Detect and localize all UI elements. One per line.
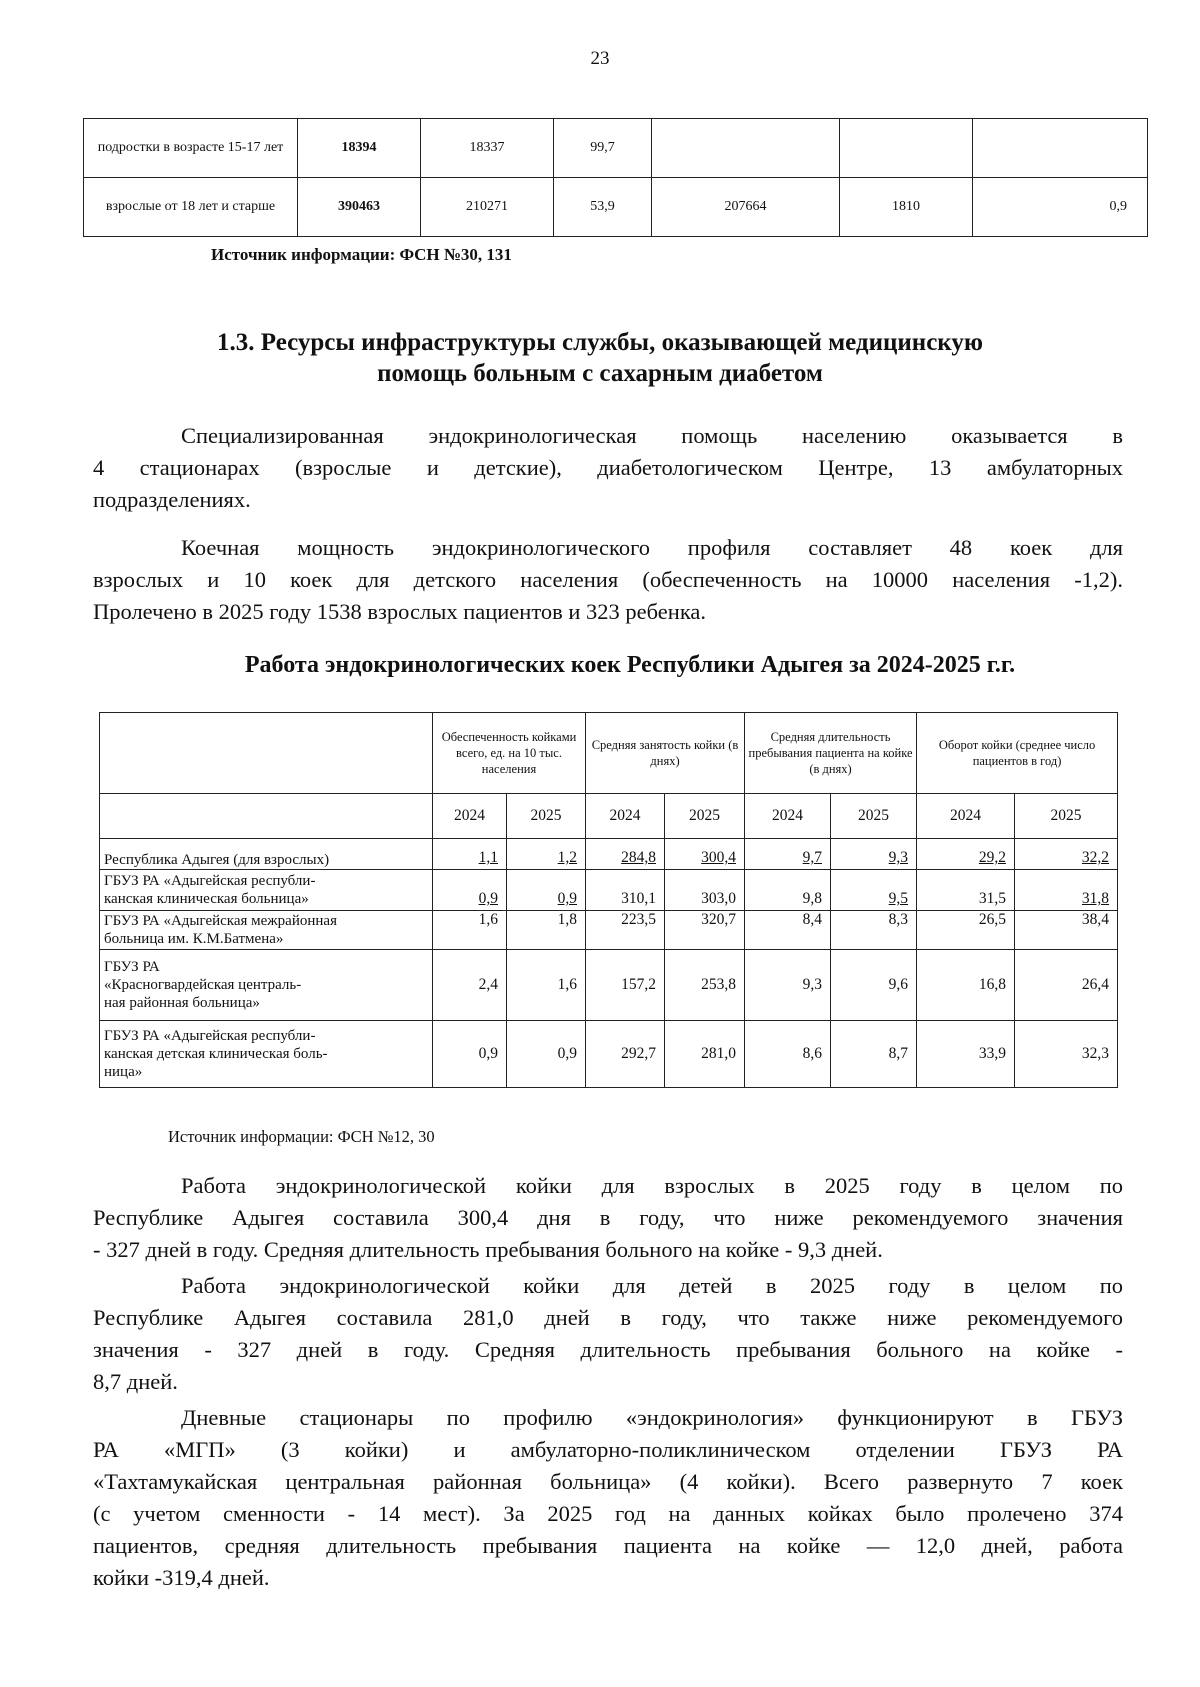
empty-header-cell — [100, 713, 433, 794]
text-line: Коечная мощность эндокринологического профиля составляет 48 коек для — [181, 535, 1123, 560]
table-cell: 2,4 — [433, 950, 507, 1021]
text-line: (с учетом сменности - 14 мест). За 2025 год на данных койках было пролечено 374 — [93, 1501, 1123, 1526]
table-cell: 157,2 — [586, 950, 665, 1021]
paragraph — [93, 1402, 1123, 1594]
text-line: - 327 дней в году. Средняя длительность пребывания больного на койке - 9,3 дней. — [93, 1237, 883, 1262]
table-row — [100, 870, 1118, 911]
table-row — [100, 1021, 1118, 1088]
text-line: Специализированная эндокринологическая помощь населению оказывается в — [181, 423, 1123, 448]
table-cell: 210271 — [421, 178, 554, 237]
table-cell: 0,9 — [973, 178, 1148, 237]
empty-header-cell — [100, 794, 433, 839]
column-header: Средняя занятость койки (в днях) — [586, 713, 745, 794]
table-cell: 18394 — [298, 119, 421, 178]
paragraph — [93, 1170, 1123, 1266]
table-cell: 1,2 — [507, 839, 586, 870]
table-cell: 1,8 — [507, 911, 586, 950]
year-header: 2025 — [507, 794, 586, 839]
table-cell: 8,3 — [831, 911, 917, 950]
table-cell: 32,3 — [1015, 1021, 1118, 1088]
table-cell: 281,0 — [665, 1021, 745, 1088]
row-label-line: ГБУЗ РА «Адыгейская межрайонная — [104, 913, 337, 929]
row-label-line: ница» — [104, 1064, 143, 1080]
section-heading: 1.3. Ресурсы инфраструктуры службы, оказывающей медицинскую — [217, 329, 983, 356]
text-line: значения - 327 дней в году. Средняя длительность пребывания больного на койке - — [93, 1337, 1123, 1362]
table-cell: 31,5 — [917, 870, 1015, 911]
row-label-line: ГБУЗ РА «Адыгейская республи- — [104, 873, 316, 889]
row-label-line: больница им. К.М.Батмена» — [104, 931, 284, 947]
year-header: 2024 — [586, 794, 665, 839]
table-cell: 31,8 — [1015, 870, 1118, 911]
table-cell: 0,9 — [507, 1021, 586, 1088]
row-label-line: ГБУЗ РА «Адыгейская республи- — [104, 1028, 316, 1044]
paragraph — [93, 532, 1123, 628]
year-header: 2024 — [433, 794, 507, 839]
column-header: Обеспеченность койками всего, ед. на 10 тыс. населения — [433, 713, 586, 794]
table-cell: 9,6 — [831, 950, 917, 1021]
text-line: 8,7 дней. — [93, 1369, 178, 1394]
table-cell: 8,4 — [745, 911, 831, 950]
row-label-line: канская клиническая больница» — [104, 891, 309, 907]
year-header: 2025 — [665, 794, 745, 839]
beds-table — [99, 712, 1118, 1088]
table-cell: 26,4 — [1015, 950, 1118, 1021]
table-row — [100, 839, 1118, 870]
table-cell: 9,7 — [745, 839, 831, 870]
row-label — [100, 950, 433, 1021]
text-line: пациентов, средняя длительность пребывания пациента на койке — 12,0 дней, работа — [93, 1533, 1123, 1558]
table-cell: 16,8 — [917, 950, 1015, 1021]
text-line: Работа эндокринологической койки для детей в 2025 году в целом по — [181, 1273, 1123, 1298]
paragraph — [93, 420, 1123, 516]
table-cell: 33,9 — [917, 1021, 1015, 1088]
text-line: взрослых и 10 коек для детского населения (обеспеченность на 10000 населения -1,2). — [93, 567, 1123, 592]
table-cell: 1810 — [840, 178, 973, 237]
table-cell: 9,3 — [831, 839, 917, 870]
table-title: Работа эндокринологических коек Республики Адыгея за 2024-2025 г.г. — [244, 652, 1016, 678]
paragraph — [93, 1270, 1123, 1398]
table-source-note: Источник информации: ФСН №12, 30 — [168, 1127, 435, 1146]
table-row — [100, 950, 1118, 1021]
row-label — [100, 870, 433, 911]
year-header: 2024 — [745, 794, 831, 839]
text-line: Дневные стационары по профилю «эндокринология» функционируют в ГБУЗ — [181, 1405, 1123, 1430]
table-cell: 1,6 — [433, 911, 507, 950]
table-source-note: Источник информации: ФСН №30, 131 — [211, 245, 512, 264]
page-number: 23 — [590, 48, 610, 69]
table-cell: 253,8 — [665, 950, 745, 1021]
table-cell: 32,2 — [1015, 839, 1118, 870]
table-cell: 310,1 — [586, 870, 665, 911]
row-label-line: «Красногвардейская централь- — [104, 977, 302, 993]
table-cell: 9,3 — [745, 950, 831, 1021]
row-label-line: ная районная больница» — [104, 995, 260, 1011]
row-label: Республика Адыгея (для взрослых) — [100, 839, 433, 870]
year-header: 2025 — [831, 794, 917, 839]
year-row — [100, 794, 1118, 839]
table-cell — [652, 119, 840, 178]
table-cell: 9,5 — [831, 870, 917, 911]
table-cell: 0,9 — [433, 870, 507, 911]
table-row — [84, 178, 1148, 237]
text-line: Пролечено в 2025 году 1538 взрослых пациентов и 323 ребенка. — [93, 599, 707, 624]
text-line: Республике Адыгея составила 281,0 дней в году, что также ниже рекомендуемого — [93, 1305, 1123, 1330]
column-header: Оборот койки (среднее число пациентов в год) — [917, 713, 1118, 794]
table-cell: 18337 — [421, 119, 554, 178]
table-cell: 303,0 — [665, 870, 745, 911]
table-cell: 38,4 — [1015, 911, 1118, 950]
row-label-line: канская детская клиническая боль- — [104, 1046, 328, 1062]
table-cell: 8,7 — [831, 1021, 917, 1088]
text-line: койки -319,4 дней. — [93, 1565, 270, 1590]
table-cell: 320,7 — [665, 911, 745, 950]
table-cell: 1,6 — [507, 950, 586, 1021]
table-cell: 284,8 — [586, 839, 665, 870]
text-line: 4 стационарах (взрослые и детские), диабетологическом Центре, 13 амбулаторных — [93, 455, 1123, 480]
table-cell: 8,6 — [745, 1021, 831, 1088]
table-cell: 300,4 — [665, 839, 745, 870]
table-cell: 0,9 — [433, 1021, 507, 1088]
table-cell: 1,1 — [433, 839, 507, 870]
table-cell: 99,7 — [554, 119, 652, 178]
table-cell — [840, 119, 973, 178]
row-label — [100, 1021, 433, 1088]
table-cell — [973, 119, 1148, 178]
continued-table — [83, 118, 1148, 237]
table-row — [84, 119, 1148, 178]
year-header: 2024 — [917, 794, 1015, 839]
table-cell: 390463 — [298, 178, 421, 237]
text-line: «Тахтамукайская центральная районная больница» (4 койки). Всего развернуто 7 коек — [93, 1469, 1123, 1494]
section-heading-continued: помощь больным с сахарным диабетом — [377, 360, 823, 387]
table-cell: 0,9 — [507, 870, 586, 911]
text-line: Работа эндокринологической койки для взрослых в 2025 году в целом по — [181, 1173, 1123, 1198]
row-label: подростки в возрасте 15-17 лет — [84, 119, 298, 178]
table-cell: 223,5 — [586, 911, 665, 950]
table-cell: 207664 — [652, 178, 840, 237]
table-row — [100, 911, 1118, 950]
row-label-line: ГБУЗ РА — [104, 959, 160, 975]
table-cell: 29,2 — [917, 839, 1015, 870]
text-line: Республике Адыгея составила 300,4 дня в году, что ниже рекомендуемого значения — [93, 1205, 1123, 1230]
column-header: Средняя длительность пребывания пациента на койке (в днях) — [745, 713, 917, 794]
row-label: взрослые от 18 лет и старше — [84, 178, 298, 237]
table-cell: 9,8 — [745, 870, 831, 911]
year-header: 2025 — [1015, 794, 1118, 839]
text-line: подразделениях. — [93, 487, 251, 512]
table-cell: 292,7 — [586, 1021, 665, 1088]
table-cell: 53,9 — [554, 178, 652, 237]
text-line: РА «МГП» (3 койки) и амбулаторно-поликлиническом отделении ГБУЗ РА — [93, 1437, 1123, 1462]
row-label — [100, 911, 433, 950]
header-row — [100, 713, 1118, 794]
table-cell: 26,5 — [917, 911, 1015, 950]
